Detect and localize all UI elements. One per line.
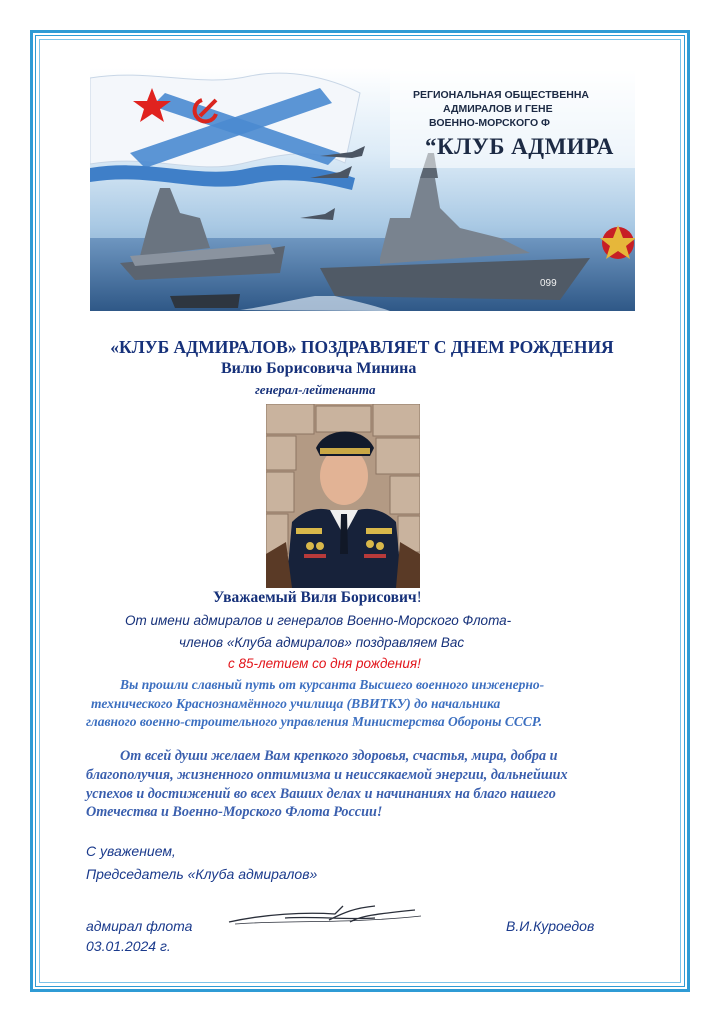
hull-number: 099 (540, 278, 557, 289)
header-banner (90, 68, 635, 311)
intro-line-2: членов «Клуба адмиралов» поздравляем Вас (179, 635, 465, 650)
signer-name: В.И.Куроедов (506, 918, 595, 934)
chairman-line: Председатель «Клуба адмиралов» (86, 866, 318, 882)
congratulation-title: «КЛУБ АДМИРАЛОВ» ПОЗДРАВЛЯЕТ С ДНЕМ РОЖДЕНИЯ (110, 337, 614, 357)
greeting-exclamation: ! (416, 589, 422, 606)
signer-position: адмирал флота (86, 918, 193, 934)
intro-line-1: От имени адмиралов и генералов Военно-Морского Флота- (125, 613, 512, 628)
banner-club-title: “КЛУБ АДМИРА (425, 134, 614, 159)
anniversary-line: с 85-летием со дня рождения! (228, 656, 421, 671)
greeting-line (213, 589, 422, 607)
career-paragraph-line-1: Вы прошли славный путь от курсанта Высшего военного инженерно- (120, 677, 545, 692)
career-paragraph-line-3: главного военно-строительного управления Министерства Обороны СССР. (86, 714, 543, 729)
recipient-portrait (266, 404, 420, 588)
regards-line: С уважением, (86, 843, 176, 859)
wishes-paragraph-line-2: благополучия, жизненного оптимизма и неиссякаемой энергии, дальнейших (86, 767, 568, 783)
wishes-paragraph-line-1: От всей души желаем Вам крепкого здоровья, счастья, мира, добра и (120, 748, 558, 764)
recipient-name: Вилю Борисовича Минина (221, 360, 417, 377)
greeting-name: Уважаемый Виля Борисович (213, 589, 417, 606)
banner-line-2: АДМИРАЛОВ И ГЕНЕ (443, 103, 553, 115)
banner-line-3: ВОЕННО-МОРСКОГО Ф (429, 117, 550, 129)
career-paragraph-line-2: технического Краснознамённого училища (ВВИТКУ) до начальника (91, 696, 501, 711)
wishes-paragraph-line-4: Отечества и Военно-Морского Флота России! (86, 804, 383, 820)
wishes-paragraph-line-3: успехов и достижений во всех Ваших делах и начинаниях на благо нашего (86, 786, 556, 802)
letter-date: 03.01.2024 г. (86, 938, 171, 954)
banner-organization-text (415, 88, 635, 160)
banner-line-1: РЕГИОНАЛЬНАЯ ОБЩЕСТВЕННА (413, 89, 589, 101)
handwritten-signature (225, 902, 425, 937)
recipient-rank: генерал-лейтенанта (255, 382, 376, 397)
